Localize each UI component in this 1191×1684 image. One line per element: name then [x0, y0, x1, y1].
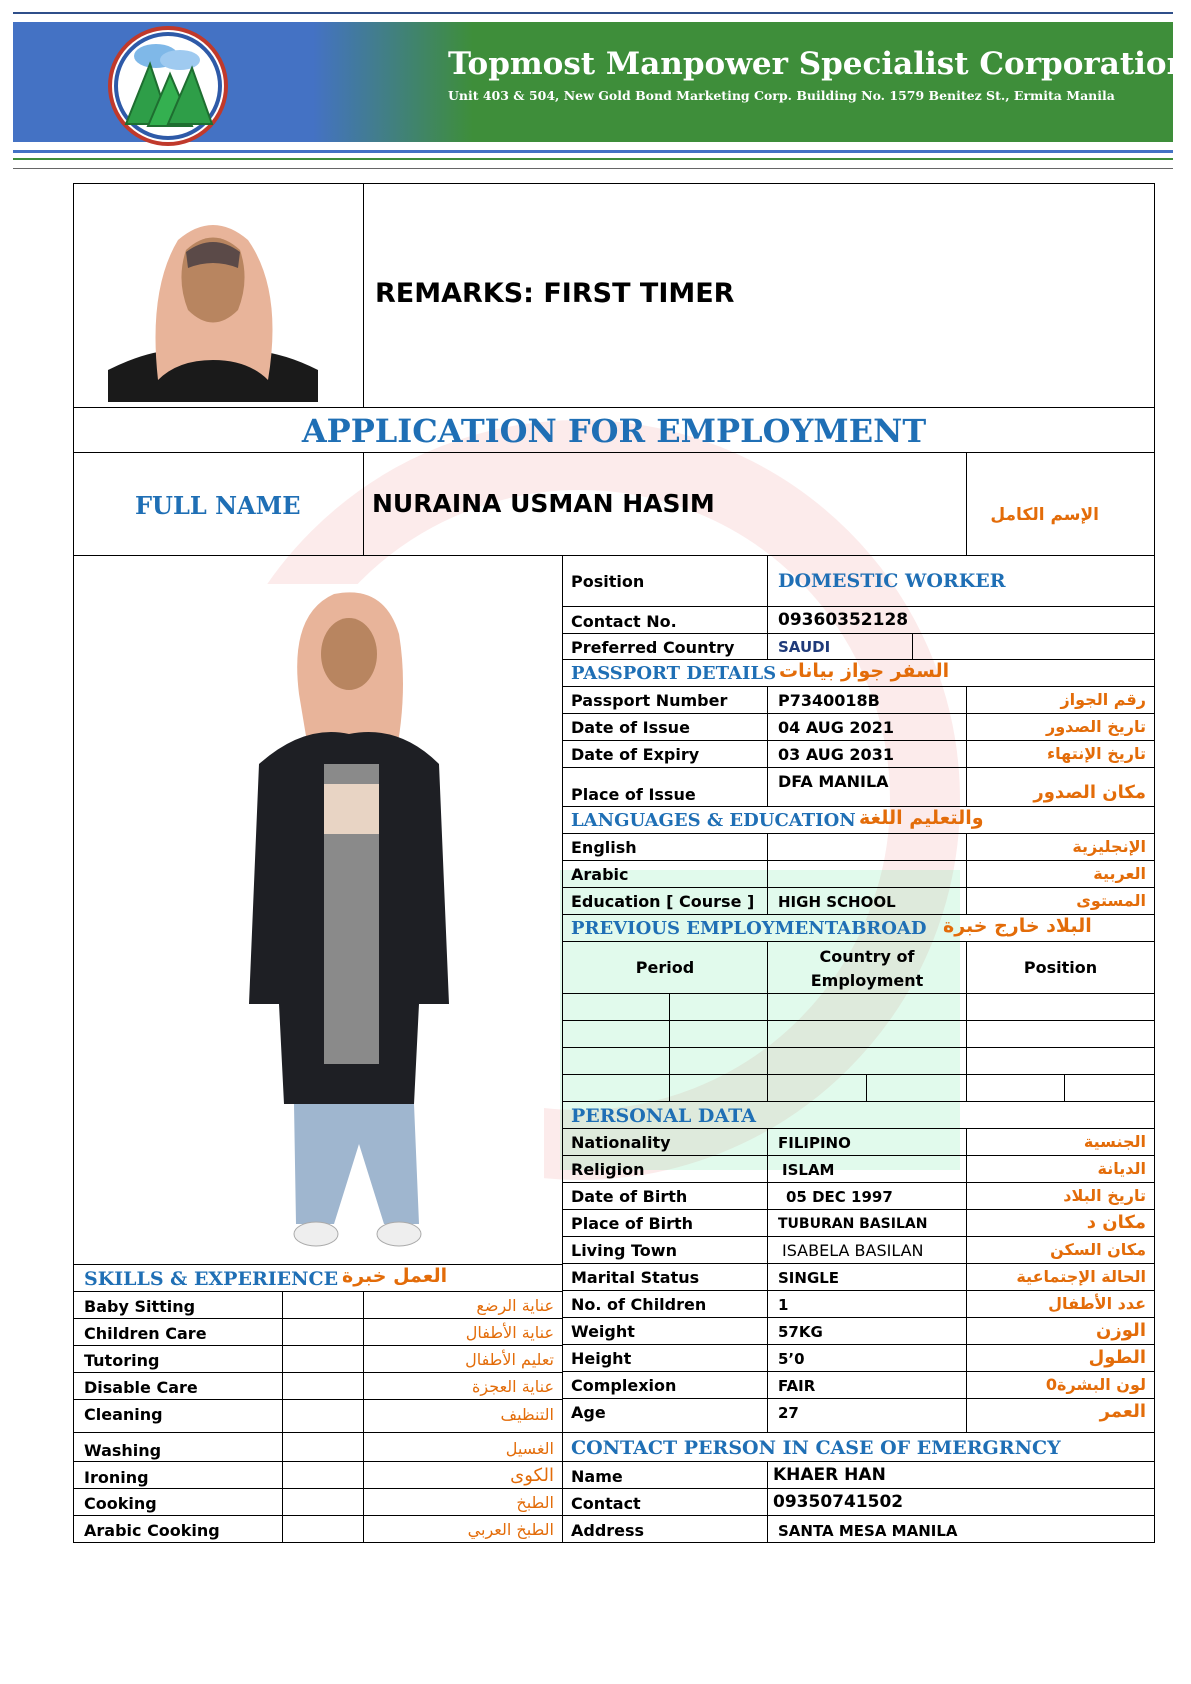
personal-row-label: Nationality	[571, 1133, 671, 1152]
emergency-row-value: SANTA MESA MANILA	[778, 1522, 958, 1540]
remarks-text: REMARKS: FIRST TIMER	[375, 278, 735, 309]
personal-row-value: ISABELA BASILAN	[782, 1241, 924, 1260]
full-body-photo-cell	[73, 555, 563, 1265]
personal-row-value: 05 DEC 1997	[786, 1188, 893, 1206]
skill-ar: التنظيف	[500, 1405, 554, 1424]
col-country: Country of Employment	[810, 947, 924, 990]
passport-row-label: Place of Issue	[571, 785, 696, 804]
full-name-label-ar: الإسم الكامل	[990, 505, 1099, 525]
passport-heading-ar: السفر جواز بيانات	[779, 660, 950, 682]
contact-no-label: Contact No.	[571, 612, 677, 631]
personal-row-label: No. of Children	[571, 1295, 707, 1314]
skill-ar: عناية الرضع	[476, 1296, 554, 1315]
letterhead	[13, 8, 1190, 172]
skill-ar: الطبخ	[516, 1493, 554, 1512]
company-address: Unit 403 & 504, New Gold Bond Marketing Corp. Building No. 1579 Benitez St., Ermita Manila	[448, 88, 1115, 103]
personal-row-value: FAIR	[778, 1377, 816, 1395]
emergency-row-value: KHAER HAN	[773, 1465, 886, 1485]
prev-employment-heading: PREVIOUS EMPLOYMENTABROAD	[571, 918, 927, 939]
personal-row-ar: مكان السكن	[1050, 1240, 1146, 1259]
personal-row-label: Date of Birth	[571, 1187, 688, 1206]
language-row-ar: العربية	[1093, 864, 1146, 883]
emergency-row-label: Name	[571, 1467, 623, 1486]
full-name-value: NURAINA USMAN HASIM	[372, 489, 715, 518]
skill-ar: الكوى	[510, 1465, 554, 1486]
language-row-label: Arabic	[571, 865, 629, 884]
personal-row-ar: الوزن	[1096, 1320, 1146, 1341]
personal-row-ar: مكان د	[1086, 1212, 1146, 1233]
emergency-row-label: Address	[571, 1521, 645, 1540]
passport-row-ar: رقم الجواز	[1060, 690, 1146, 709]
skill-label: Tutoring	[84, 1351, 160, 1370]
form-title: APPLICATION FOR EMPLOYMENT	[301, 412, 927, 450]
header-rule-top	[13, 12, 1173, 14]
skill-label: Washing	[84, 1441, 162, 1460]
passport-row-ar: تاريخ الصدور	[1046, 717, 1146, 736]
personal-row-ar: تاريخ البلاد	[1063, 1186, 1146, 1205]
personal-row-value: ISLAM	[782, 1161, 835, 1179]
skill-ar: الطبخ العربي	[467, 1520, 554, 1539]
personal-row-label: Height	[571, 1349, 632, 1368]
language-row-ar: الإنجليزية	[1072, 837, 1146, 856]
language-row-label: English	[571, 838, 637, 857]
contact-no-value: 09360352128	[778, 610, 909, 630]
applicant-headshot-photo	[108, 210, 318, 402]
education-value: HIGH SCHOOL	[778, 893, 896, 911]
personal-row-ar: عدد الأطفال	[1048, 1294, 1146, 1313]
personal-row-value: SINGLE	[778, 1269, 840, 1287]
passport-row-value: 03 AUG 2031	[778, 745, 894, 764]
passport-heading: PASSPORT DETAILS	[571, 663, 777, 684]
personal-row-label: Marital Status	[571, 1268, 700, 1287]
passport-row-ar: مكان الصدور	[1033, 782, 1146, 803]
languages-heading-ar: والتعليم اللغة	[859, 807, 984, 829]
passport-row-value: 04 AUG 2021	[778, 718, 894, 737]
personal-row-label: Religion	[571, 1160, 645, 1179]
company-logo-icon	[108, 16, 228, 156]
personal-row-ar: الجنسية	[1083, 1132, 1146, 1151]
skill-label: Ironing	[84, 1468, 149, 1487]
skill-label: Children Care	[84, 1324, 207, 1343]
preferred-country-label: Preferred Country	[571, 638, 735, 657]
personal-row-value: 5’0	[778, 1350, 805, 1368]
preferred-country-value: SAUDI	[778, 638, 831, 656]
skill-label: Cooking	[84, 1494, 157, 1513]
emergency-row-value: 09350741502	[773, 1492, 904, 1512]
skill-label: Disable Care	[84, 1378, 198, 1397]
personal-row-ar: لون البشرة0	[1045, 1375, 1146, 1394]
passport-row-label: Passport Number	[571, 691, 728, 710]
full-name-label: FULL NAME	[135, 491, 301, 520]
personal-row-value: 1	[778, 1296, 789, 1314]
remarks-cell	[363, 183, 1155, 408]
skill-ar: عناية العجزة	[472, 1377, 554, 1396]
personal-row-label: Living Town	[571, 1241, 677, 1260]
personal-row-label: Age	[571, 1403, 606, 1422]
skill-label: Baby Sitting	[84, 1297, 196, 1316]
prev-employment-heading-ar: البلاد خارج خبرة	[943, 915, 1092, 937]
personal-row-value: TUBURAN BASILAN	[778, 1216, 928, 1232]
personal-row-ar: العمر	[1099, 1401, 1146, 1422]
personal-row-ar: الطول	[1088, 1347, 1146, 1368]
personal-data-heading: PERSONAL DATA	[571, 1105, 756, 1127]
headshot-cell	[73, 183, 364, 408]
skill-ar: الغسيل	[505, 1439, 554, 1458]
skill-label: Cleaning	[84, 1405, 163, 1424]
emergency-heading: CONTACT PERSON IN CASE OF EMERGRNCY	[571, 1437, 1061, 1459]
passport-row-label: Date of Expiry	[571, 745, 700, 764]
col-position: Position	[1023, 958, 1098, 977]
personal-row-ar: الحالة الإجتماعية	[1016, 1267, 1146, 1286]
passport-row-ar: تاريخ الإنتهاء	[1046, 744, 1146, 763]
applicant-full-body-photo	[184, 584, 544, 1264]
skills-heading: SKILLS & EXPERIENCE	[84, 1268, 339, 1290]
personal-row-value: FILIPINO	[778, 1134, 851, 1152]
languages-heading: LANGUAGES & EDUCATION	[571, 810, 856, 831]
personal-row-value: 27	[778, 1404, 799, 1422]
personal-row-label: Weight	[571, 1322, 635, 1341]
passport-row-value: P7340018B	[778, 691, 880, 710]
language-row-label: Education [ Course ]	[571, 892, 755, 911]
company-name: Topmost Manpower Specialist Corporation	[448, 46, 1190, 82]
language-row-ar: المستوى	[1076, 891, 1146, 910]
skill-ar: تعليم الأطفال	[465, 1350, 554, 1369]
form-title-cell	[73, 407, 1155, 453]
passport-row-label: Date of Issue	[571, 718, 690, 737]
skill-label: Arabic Cooking	[84, 1521, 220, 1540]
personal-row-value: 57KG	[778, 1323, 823, 1341]
personal-row-label: Complexion	[571, 1376, 677, 1395]
skills-heading-ar: العمل خبرة	[342, 1265, 448, 1287]
personal-row-label: Place of Birth	[571, 1214, 694, 1233]
col-period: Period	[635, 958, 695, 977]
position-value: DOMESTIC WORKER	[778, 570, 1006, 592]
skill-ar: عناية الأطفال	[465, 1323, 554, 1342]
personal-row-ar: الديانة	[1097, 1159, 1146, 1178]
passport-row-value: DFA MANILA	[778, 772, 889, 791]
emergency-row-label: Contact	[571, 1494, 641, 1513]
position-label: Position	[571, 572, 645, 591]
